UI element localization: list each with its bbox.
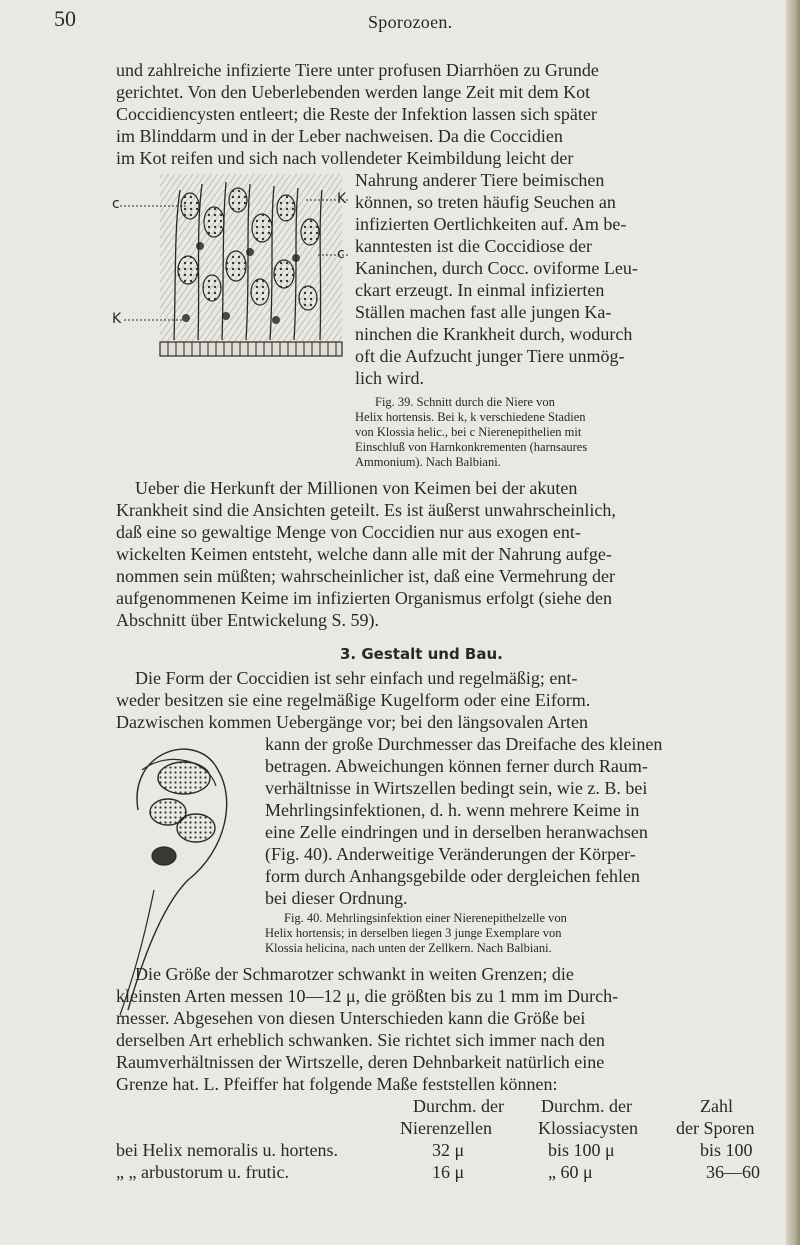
fig39-label-c: c [337,246,345,262]
caption-line: Helix hortensis. Bei k, k verschiedene Stadien [355,410,586,424]
body-line: Krankheit sind die Ansichten geteilt. Es ist äußerst unwahrscheinlich, [116,500,616,520]
fig39-illustration [110,170,348,370]
body-line: eine Zelle eindringen und in derselben heranwachsen [265,822,648,842]
body-line: Kaninchen, durch Cocc. oviforme Leu- [355,258,638,278]
fig39-label-k: K [337,191,347,207]
body-line: (Fig. 40). Anderweitige Veränderungen der Körper- [265,844,636,864]
body-line: ninchen die Krankheit durch, wodurch [355,324,633,344]
body-line: und zahlreiche infizierte Tiere unter profusen Diarrhöen zu Grunde [116,60,599,80]
body-line: daß eine so gewaltige Menge von Coccidien nur aus exogen ent- [116,522,581,542]
body-line: oft die Aufzucht junger Tiere unmög- [355,346,625,366]
body-line: Die Form der Coccidien ist sehr einfach und regelmäßig; ent- [135,668,578,688]
table-header: der Sporen [676,1118,755,1138]
fig39-label-c: c [112,196,120,212]
body-line: derselben Art erheblich schwanken. Sie richtet sich immer nach den [116,1030,605,1050]
table-cell: bis 100 [700,1140,753,1160]
table-header: Zahl [700,1096,733,1116]
table-header: Durchm. der [413,1096,504,1116]
body-line: Coccidiencysten entleert; die Reste der Infektion lassen sich später [116,104,597,124]
caption-line: Ammonium). Nach Balbiani. [355,455,501,469]
body-line: im Kot reifen und sich nach vollendeter Keimbildung leicht der [116,148,574,168]
body-line: Nahrung anderer Tiere beimischen [355,170,605,190]
body-line: messer. Abgesehen von diesen Unterschieden kann die Größe bei [116,1008,586,1028]
body-line: Ueber die Herkunft der Millionen von Keimen bei der akuten [135,478,578,498]
body-line: weder besitzen sie eine regelmäßige Kugelform oder eine Eiform. [116,690,591,710]
body-line: wickelten Keimen entsteht, welche dann alle mit der Nahrung aufge- [116,544,612,564]
table-row-label: „ „ arbustorum u. frutic. [116,1162,289,1182]
body-line: betragen. Abweichungen können ferner durch Raum- [265,756,648,776]
body-line: Dazwischen kommen Uebergänge vor; bei den längsovalen Arten [116,712,589,732]
caption-line: Fig. 40. Mehrlingsinfektion einer Nierenepithelzelle von [284,911,567,925]
body-line: kanntesten ist die Coccidiose der [355,236,592,256]
body-line: aufgenommenen Keime im infizierten Organismus erfolgt (siehe den [116,588,613,608]
table-cell: 32 μ [432,1140,465,1160]
page-number: 50 [54,6,76,31]
body-line: Abschnitt über Entwickelung S. 59). [116,610,379,630]
table-cell: 36—60 [706,1162,760,1182]
body-line: Mehrlingsinfektionen, d. h. wenn mehrere Keime in [265,800,640,820]
body-line: im Blinddarm und in der Leber nachweisen. Da die Coccidien [116,126,563,146]
table-cell: 16 μ [432,1162,465,1182]
body-line: kann der große Durchmesser das Dreifache des kleinen [265,734,663,754]
table-row-label: bei Helix nemoralis u. hortens. [116,1140,338,1160]
caption-line: Fig. 39. Schnitt durch die Niere von [375,395,555,409]
table-header: Nierenzellen [400,1118,492,1138]
body-line: nommen sein müßten; wahrscheinlicher ist, daß eine Vermehrung der [116,566,616,586]
body-line: form durch Anhangsgebilde oder dergleichen fehlen [265,866,641,886]
table-header: Durchm. der [541,1096,632,1116]
body-line: infizierten Oertlichkeiten auf. Am be- [355,214,627,234]
caption-line: von Klossia helic., bei c Nierenepithelien mit [355,425,582,439]
table-cell: „ 60 μ [548,1162,593,1182]
body-line: lich wird. [355,368,424,388]
running-head: Sporozoen. [368,12,453,32]
section-heading: 3. Gestalt und Bau. [340,645,503,663]
caption-line: Klossia helicina, nach unten der Zellkern. Nach Balbiani. [265,941,552,955]
body-line: Grenze hat. L. Pfeiffer hat folgende Maße feststellen können: [116,1074,558,1094]
caption-line: Einschluß von Harnkonkrementen (harnsaures [355,440,588,454]
body-line: können, so treten häufig Seuchen an [355,192,616,212]
fig39-label-k: K [112,311,122,327]
table-cell: bis 100 μ [548,1140,615,1160]
body-line: gerichtet. Von den Ueberlebenden werden lange Zeit mit dem Kot [116,82,591,102]
body-line: bei dieser Ordnung. [265,888,408,908]
body-line: ckart erzeugt. In einmal infizierten [355,280,605,300]
page-edge [786,0,800,1245]
body-line: verhältnisse in Wirtszellen bedingt sein, wie z. B. bei [265,778,648,798]
body-line: Ställen machen fast alle jungen Ka- [355,302,612,322]
body-line: Raumverhältnissen der Wirtszelle, deren Dehnbarkeit natürlich eine [116,1052,605,1072]
body-line: Die Größe der Schmarotzer schwankt in weiten Grenzen; die [135,964,574,984]
table-header: Klossiacysten [538,1118,638,1138]
caption-line: Helix hortensis; in derselben liegen 3 junge Exemplare von [265,926,562,940]
body-line: kleinsten Arten messen 10—12 μ, die größten bis zu 1 mm im Durch- [116,986,619,1006]
